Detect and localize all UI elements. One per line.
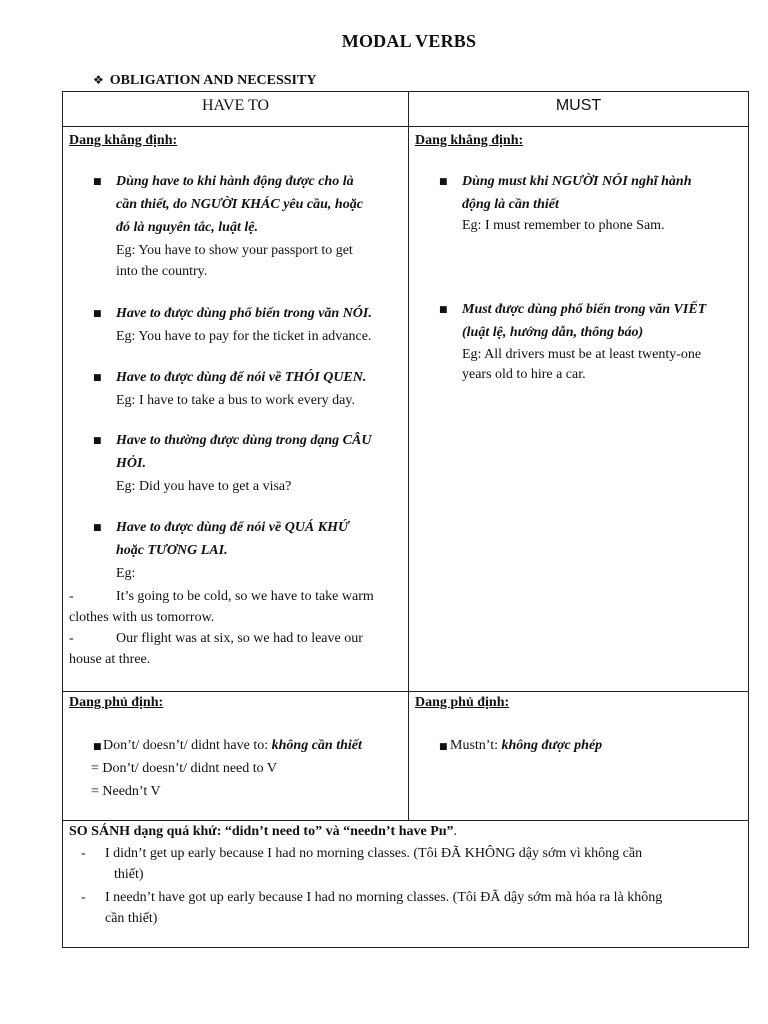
have-to-rule-2: Have to được dùng phổ biến trong văn NÓI. xyxy=(116,306,372,321)
have-to-rule-1-line-1: Dùng have to khi hành động được cho là xyxy=(116,174,354,189)
must-example-2-line-2: years old to hire a car. xyxy=(462,367,586,382)
header-must: MUST xyxy=(409,92,749,127)
dash-marker: - xyxy=(69,589,74,604)
have-to-negative-form: Don’t/ doesn’t/ didnt have to: xyxy=(103,738,272,753)
bullet-icon: ■ xyxy=(93,309,102,319)
dash-marker: - xyxy=(81,890,86,905)
table-header-row xyxy=(63,92,749,127)
have-to-past-example-line-1: Our flight was at six, so we had to leave our xyxy=(116,631,363,646)
diamond-bullet-icon: ❖ xyxy=(93,73,104,87)
have-to-rule-5-line-2: hoặc TƯƠNG LAI. xyxy=(116,543,228,558)
affirmative-label: Dang khẳng định: xyxy=(69,133,178,148)
must-example-1: Eg: I must remember to phone Sam. xyxy=(462,218,665,233)
compare-row xyxy=(63,821,749,948)
must-rule-1-line-2: động là cần thiết xyxy=(462,197,559,212)
section-heading xyxy=(93,73,316,89)
negative-label: Dang phủ định: xyxy=(415,695,510,710)
page-title: MODAL VERBS xyxy=(341,31,477,51)
must-rule-2-line-1: Must được dùng phổ biến trong văn VIẾT xyxy=(462,302,707,317)
have-to-example-5-label: Eg: xyxy=(116,566,136,581)
dash-marker: - xyxy=(69,631,74,646)
compare-cell xyxy=(63,821,749,948)
header-have-to: HAVE TO xyxy=(63,92,409,127)
bullet-icon: ■ xyxy=(439,305,448,315)
compare-heading xyxy=(69,822,457,842)
bullet-icon: ■ xyxy=(93,436,102,446)
have-to-example-2: Eg: You have to pay for the ticket in advance. xyxy=(116,329,372,344)
have-to-negative-line-2: = Don’t/ doesn’t/ didnt need to V xyxy=(91,761,277,776)
have-to-negative-line-3: = Needn’t V xyxy=(91,784,161,799)
must-rule-2-line-2: (luật lệ, hướng dẫn, thông báo) xyxy=(462,325,644,340)
have-to-rule-1-line-2: cần thiết, do NGƯỜI KHÁC yêu cầu, hoặc xyxy=(116,197,363,212)
must-negative-form: Mustn’t: xyxy=(450,738,502,753)
have-to-example-3: Eg: I have to take a bus to work every day. xyxy=(116,393,355,408)
bullet-icon: ■ xyxy=(93,742,102,752)
have-to-example-1-line-2: into the country. xyxy=(116,264,208,279)
negative-label: Dang phủ định: xyxy=(69,695,164,710)
bullet-icon: ■ xyxy=(439,177,448,187)
have-to-rule-1-line-3: đó là nguyên tắc, luật lệ. xyxy=(116,220,258,235)
must-negative-line xyxy=(450,736,602,756)
have-to-future-example-line-1: It’s going to be cold, so we have to take warm xyxy=(116,589,374,604)
compare-heading-end: . xyxy=(453,824,458,839)
must-example-2-line-1: Eg: All drivers must be at least twenty-one xyxy=(462,347,702,362)
must-rule-1-line-1: Dùng must khi NGƯỜI NÓI nghĩ hành xyxy=(462,174,692,189)
comparison-table xyxy=(62,91,749,948)
must-negative-meaning: không được phép xyxy=(501,738,603,753)
compare-item-1-line-1: I didn’t get up early because I had no morning classes. (Tôi ĐÃ KHÔNG dậy sớm vì không cần xyxy=(105,846,643,861)
must-negative-cell xyxy=(409,692,749,821)
have-to-example-1-line-1: Eg: You have to show your passport to get xyxy=(116,243,353,258)
negative-row xyxy=(63,692,749,821)
have-to-rule-3: Have to được dùng để nói về THÓI QUEN. xyxy=(116,370,367,385)
bullet-icon: ■ xyxy=(93,177,102,187)
affirmative-label: Dang khẳng định: xyxy=(415,133,524,148)
compare-item-1-line-2: thiết) xyxy=(114,867,144,882)
have-to-negative-line-1 xyxy=(103,736,362,756)
have-to-example-4: Eg: Did you have to get a visa? xyxy=(116,479,292,494)
have-to-rule-4-line-1: Have to thường được dùng trong dạng CÂU xyxy=(116,433,372,448)
compare-heading-bold: SO SÁNH dạng quá khứ: “didn’t need to” và “needn’t have Pıı” xyxy=(69,824,454,839)
section-heading-text: OBLIGATION AND NECESSITY xyxy=(109,73,317,88)
dash-marker: - xyxy=(81,846,86,861)
bullet-icon: ■ xyxy=(93,373,102,383)
compare-item-2-line-2: cần thiết) xyxy=(105,911,158,926)
have-to-negative-meaning: không cần thiết xyxy=(271,738,362,753)
have-to-negative-cell xyxy=(63,692,409,821)
must-affirmative-cell xyxy=(409,127,749,692)
have-to-rule-5-line-1: Have to được dùng để nói về QUÁ KHỨ xyxy=(116,520,349,535)
have-to-future-example-line-2: clothes with us tomorrow. xyxy=(69,610,215,625)
affirmative-row xyxy=(63,127,749,692)
compare-item-2-line-1: I needn’t have got up early because I had no morning classes. (Tôi ĐÃ dậy sớm mà hóa ra là không xyxy=(105,890,663,905)
have-to-affirmative-cell xyxy=(63,127,409,692)
have-to-past-example-line-2: house at three. xyxy=(69,652,151,667)
have-to-rule-4-line-2: HỎI. xyxy=(116,456,146,471)
bullet-icon: ■ xyxy=(439,742,448,752)
bullet-icon: ■ xyxy=(93,523,102,533)
